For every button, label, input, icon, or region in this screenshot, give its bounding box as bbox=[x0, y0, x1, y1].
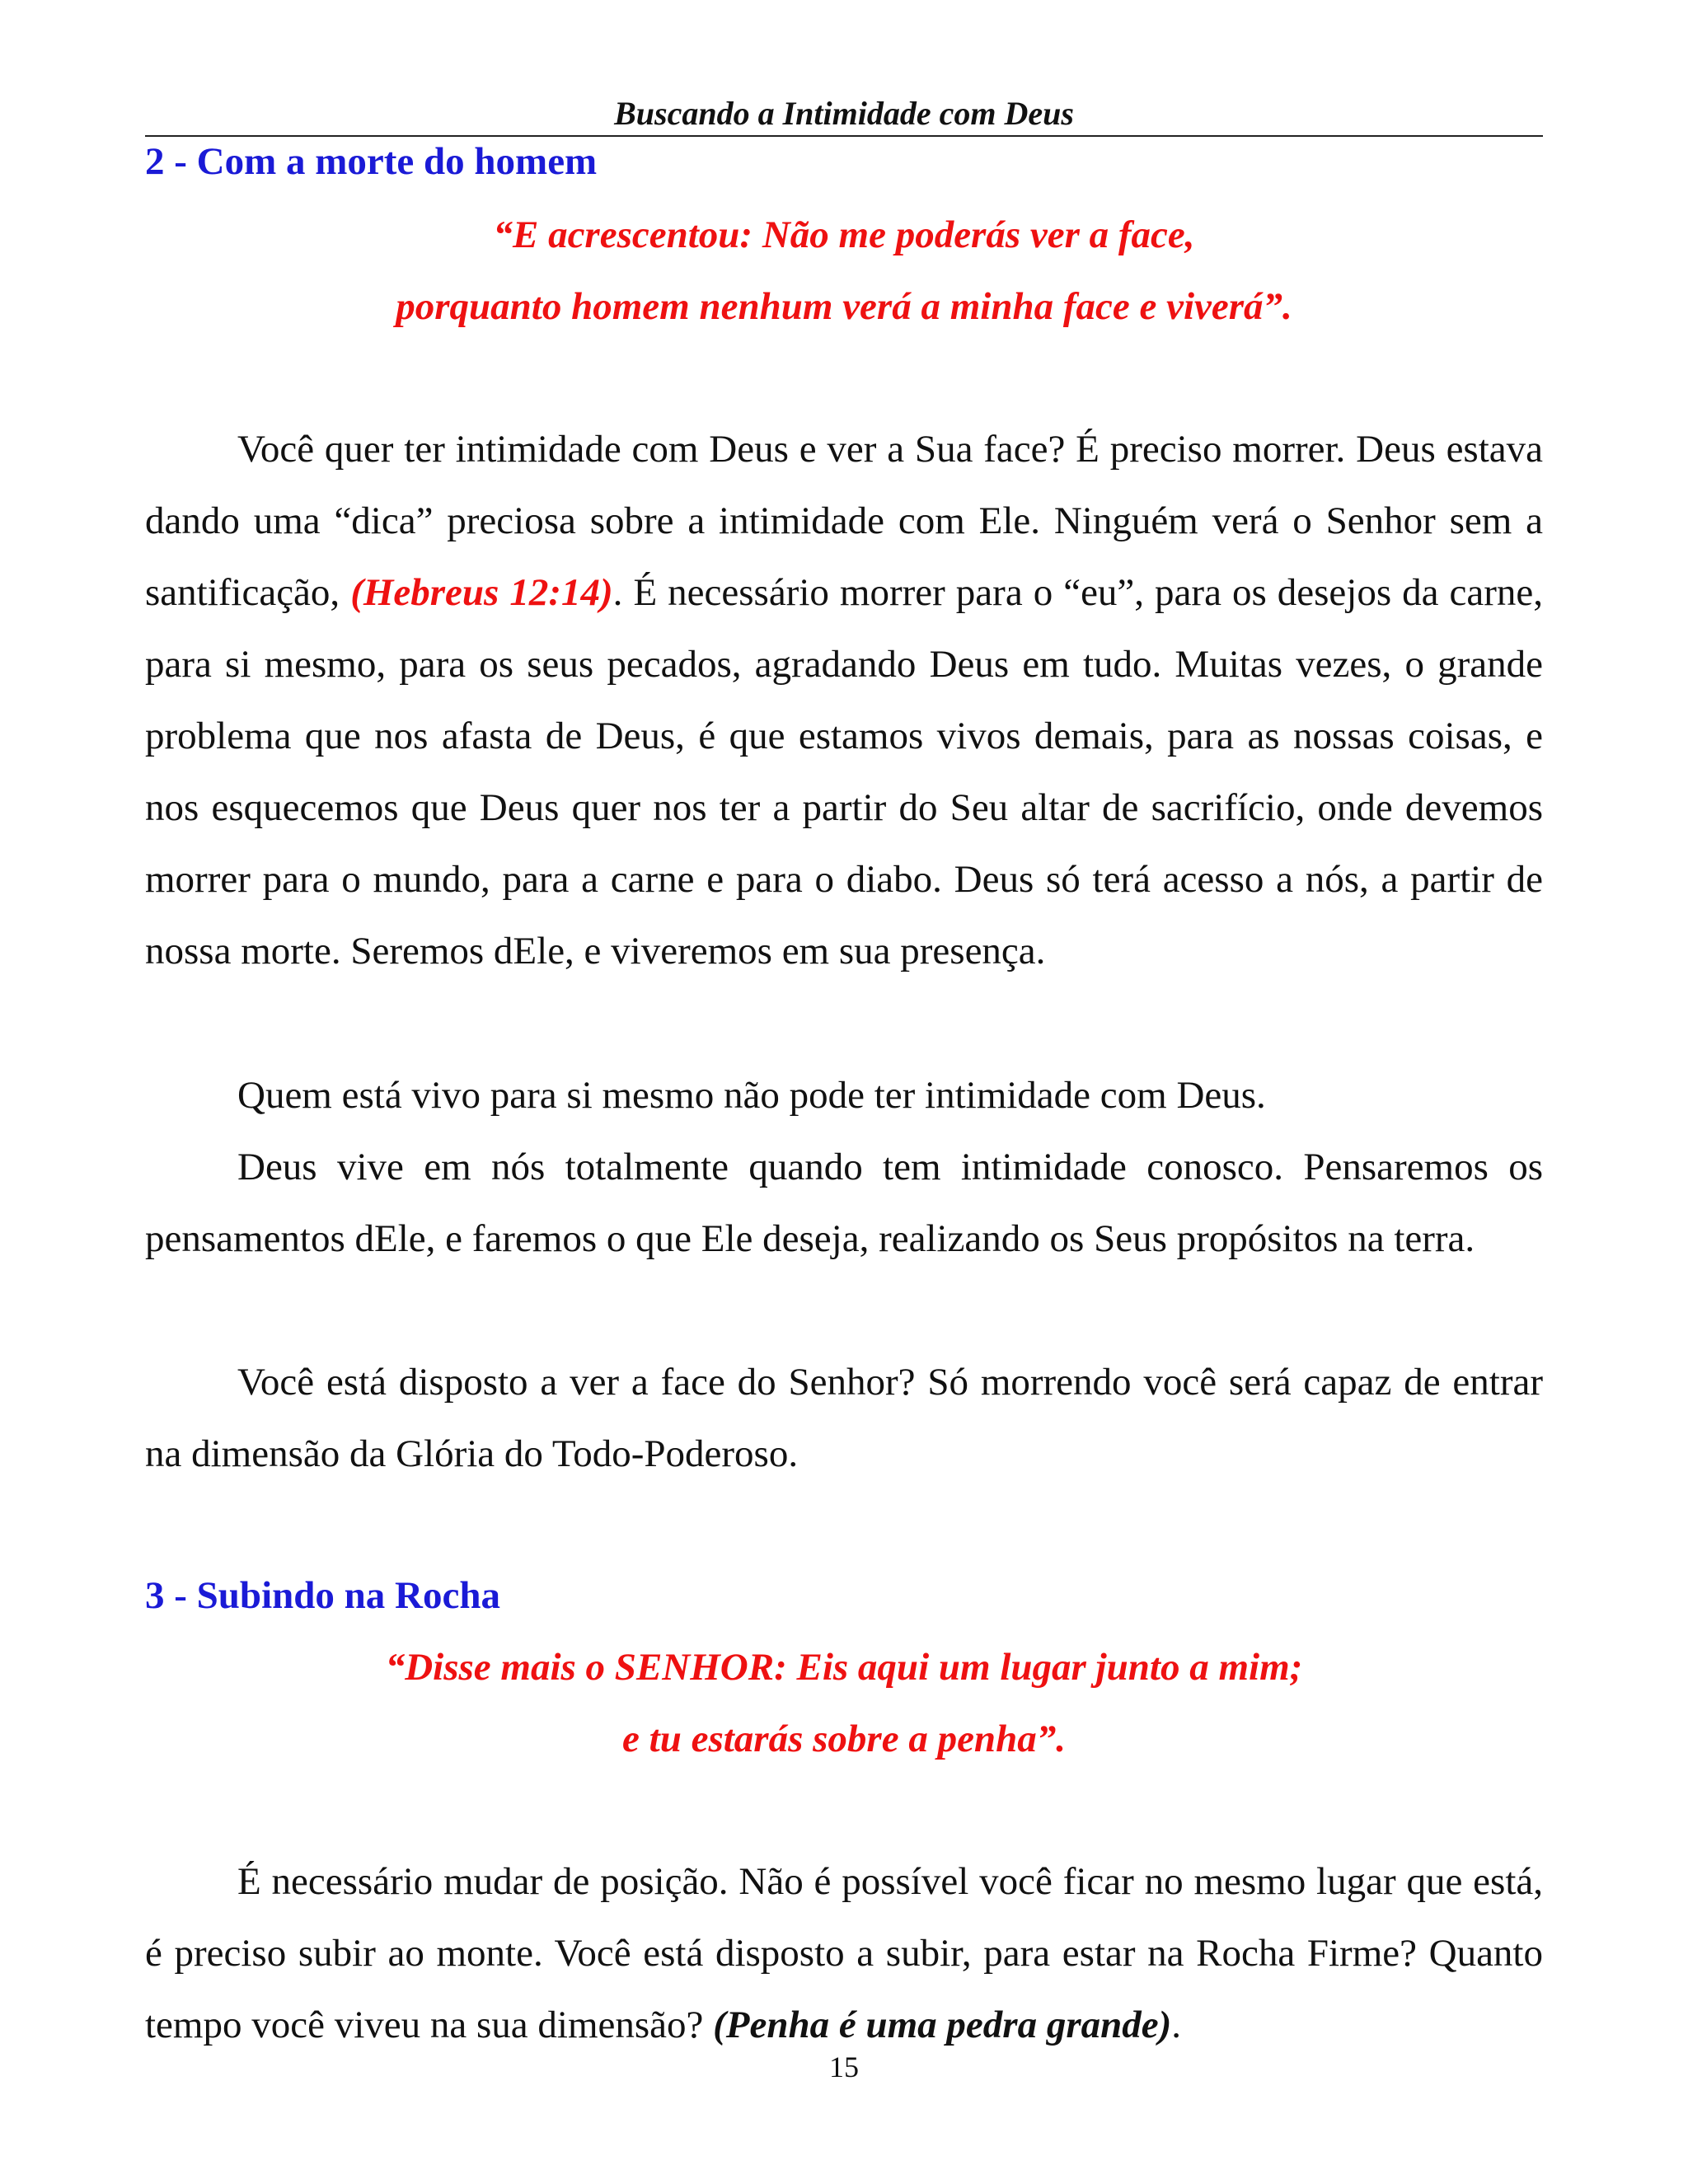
section-2-paragraph-3: Deus vive em nós totalmente quando tem intimidade conosco. Pensaremos os pensamentos dEle, e faremos o que Ele deseja, realizando os Seus propósitos na terra. bbox=[145, 1146, 1543, 1260]
section-3-quote-line-1: “Disse mais o SENHOR: Eis aqui um lugar junto a mim; bbox=[385, 1646, 1303, 1689]
running-header: Buscando a Intimidade com Deus bbox=[614, 95, 1074, 132]
paragraph-text: Você quer ter intimidade com Deus e ver a Sua face? É preciso morrer. Deus estava dando uma “dica” preciosa sobre a intimidade com Ele. Ninguém verá o Senhor sem a santificação, bbox=[145, 428, 1543, 614]
section-2-quote-line-1: “E acrescentou: Não me poderás ver a face, bbox=[493, 213, 1195, 256]
section-2-paragraph-2: Quem está vivo para si mesmo não pode ter intimidade com Deus. bbox=[237, 1074, 1266, 1117]
bible-reference: (Hebreus 12:14) bbox=[350, 571, 613, 614]
section-2-title: 2 - Com a morte do homem bbox=[145, 140, 598, 183]
section-2-quote-line-2: porquanto homem nenhum verá a minha face e viverá”. bbox=[396, 285, 1292, 328]
paragraph-text: É necessário mudar de posição. Não é possível você ficar no mesmo lugar que está, é preciso subir ao monte. Você está disposto a subir, para estar na Rocha Firme? Quanto tempo você viveu na sua dimensão? bbox=[145, 1860, 1543, 2046]
paragraph-text: . bbox=[1171, 2004, 1182, 2046]
paragraph-text: . É necessário morrer para o “eu”, para os desejos da carne, para si mesmo, para os seus pecados, agradando Deus em tudo. Muitas vezes, o grande problema que nos afasta de Deus, é que estamos vivos demais, para as nossas coisas, e nos esquecemos que Deus quer nos ter a partir do Seu altar de sacrifício, onde devemos morrer para o mundo, para a carne e para o diabo. Deus só terá acesso a nós, a partir de nossa morte. Seremos dEle, e viveremos em sua presença. bbox=[145, 571, 1543, 972]
page-number: 15 bbox=[829, 2050, 859, 2083]
section-3-quote-line-2: e tu estarás sobre a penha”. bbox=[622, 1718, 1066, 1760]
section-3-title: 3 - Subindo na Rocha bbox=[145, 1574, 500, 1617]
inline-note: (Penha é uma pedra grande) bbox=[713, 2004, 1172, 2046]
section-2-paragraph-1 bbox=[145, 414, 1543, 987]
section-2-quote bbox=[145, 199, 1543, 343]
section-3-paragraph-1 bbox=[145, 1846, 1543, 2061]
header-rule bbox=[145, 135, 1543, 137]
section-2-paragraph-4: Você está disposto a ver a face do Senhor? Só morrendo você será capaz de entrar na dimensão da Glória do Todo-Poderoso. bbox=[145, 1361, 1543, 1475]
section-3-quote bbox=[145, 1632, 1543, 1775]
